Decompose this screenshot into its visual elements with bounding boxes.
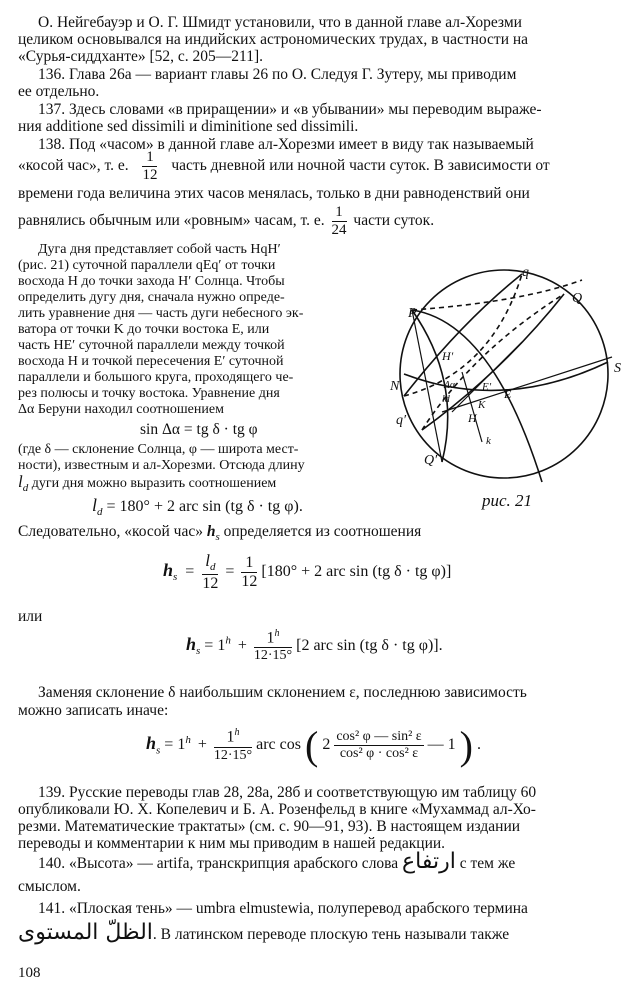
figure-caption: рис. 21 <box>482 491 533 510</box>
column-line: определить дугу дня, сначала нужно опреде- <box>18 290 285 305</box>
label-S: S <box>614 361 621 376</box>
label-q-prime: q′ <box>396 413 407 428</box>
fraction-denominator: 12·15° <box>213 747 253 763</box>
plus-sign: + <box>237 636 247 654</box>
subscript: d <box>97 506 103 519</box>
equation-term: = 1 <box>164 736 186 754</box>
symbol-h: h <box>186 633 197 654</box>
column-line: рез полюсы и точку востока. Уравнение дня <box>18 386 280 401</box>
text-line: опубликовали Ю. Х. Копелевич и Б. А. Розенфельд в книге «Мухаммад ал-Хо- <box>18 801 536 818</box>
text-line <box>18 523 421 546</box>
text-line: переводы и комментарии к ним мы приводим в нашей редакции. <box>18 835 446 852</box>
note-137: 137. Здесь словами «в приращении» и «в убывании» мы переводим выраже- <box>38 101 542 118</box>
fraction-denominator: 12 <box>202 575 219 593</box>
label-q: q <box>522 265 529 280</box>
label-E: E <box>504 387 512 401</box>
subscript: s <box>173 570 178 583</box>
note-140 <box>38 848 515 878</box>
superscript: h <box>225 634 231 647</box>
column-line: Δα Беруни находил соотношением <box>18 402 224 417</box>
column-line: восхода H и точкой пересечения E′ суточной <box>18 354 284 369</box>
fraction <box>332 205 347 238</box>
fraction <box>202 552 218 592</box>
fraction-numerator <box>214 728 252 747</box>
text-line-with-fraction <box>18 150 550 183</box>
label-Q-prime: Q′ <box>424 453 438 468</box>
symbol-h: h <box>206 523 216 540</box>
column-line: ватора от точки K до точки востока E, или <box>18 322 270 337</box>
text-span: часть дневной или ночной части суток. В зависимости от <box>171 157 550 175</box>
fraction-numerator: 1 <box>241 555 257 573</box>
text-span: с тем же <box>459 855 516 872</box>
column-line: параллели и большого круга, проходящего че- <box>18 370 294 385</box>
fraction-numerator: 1 <box>332 205 347 222</box>
column-line: (рис. 21) суточной параллели qEq′ от точки <box>18 258 276 273</box>
text-span: Следовательно, «косой час» <box>18 523 203 540</box>
text-span: 140. «Высота» — artifa, транскрипция арабского слова <box>38 855 399 872</box>
symbol-h: h <box>146 733 157 754</box>
column-line: Дуга дня представляет собой часть HqH′ <box>38 242 281 257</box>
symbol-l: l <box>92 495 98 515</box>
text-span: . В латинском переводе плоскую тень называли также <box>152 926 510 943</box>
equation-hs-2 <box>186 629 443 663</box>
numerator-value: 1 <box>226 728 235 746</box>
column-line: восхода H до точки захода H′ Солнца. Чтобы <box>18 274 285 289</box>
column-line <box>18 474 276 496</box>
fraction <box>254 629 292 663</box>
label-ld: ld <box>442 394 450 405</box>
equation-sin-delta-alpha: sin Δα = tg δ · tg φ <box>140 421 258 438</box>
equation-hs-1 <box>163 552 451 592</box>
fraction <box>334 730 423 761</box>
subscript: s <box>215 531 220 544</box>
fraction-numerator: cos² φ — sin² ε <box>336 729 422 744</box>
fraction <box>241 555 257 590</box>
equals-sign: = <box>185 562 195 580</box>
figure-celestial-sphere <box>382 262 632 492</box>
symbol-l: l <box>18 472 23 491</box>
text-line-with-fraction <box>18 205 434 238</box>
fraction-denominator: cos² φ · cos² ε <box>339 746 419 761</box>
label-H: H <box>468 411 477 425</box>
label-K: K <box>478 399 486 411</box>
equation-rest: [180° + 2 arc sin (tg δ · tg φ)] <box>261 562 452 580</box>
label-N: N <box>390 379 400 394</box>
text-line: резми. Математические трактаты» (см. с. 90—91, 93). В настоящем издании <box>18 818 521 835</box>
note-136: 136. Глава 26а — вариант главы 26 по О. Следуя Г. Зутеру, мы приводим <box>38 66 517 83</box>
left-paren: ( <box>304 723 319 768</box>
label-E-prime: E′ <box>482 381 492 393</box>
symbol-l: l <box>205 551 210 570</box>
equation-day-arc <box>92 495 303 518</box>
fraction-denominator: 12 <box>142 167 158 183</box>
fraction <box>142 150 157 183</box>
note-139: 139. Русские переводы глав 28, 28а, 28б и соответствующую им таблицу 60 <box>38 784 537 801</box>
column-line: лить уравнение дня — часть дуги небесного эк- <box>18 306 304 321</box>
text-span: части суток. <box>353 212 435 230</box>
equation-rest: [2 arc sin (tg δ · tg φ)]. <box>296 636 443 654</box>
superscript: h <box>274 628 280 639</box>
equation-term: 2 <box>322 736 331 754</box>
subscript: d <box>22 481 29 494</box>
text-line: ния additione sed dissimili и diminitione sed dissimili. <box>18 118 359 135</box>
text-span: равнялись обычным или «ровным» часам, т. е. <box>18 212 325 230</box>
text-line: «Сурья-сиддханте» [52, с. 205—211]. <box>18 48 264 65</box>
subscript: d <box>209 561 216 574</box>
text-line: или <box>18 608 43 625</box>
subscript: s <box>196 645 201 658</box>
superscript: h <box>185 733 191 746</box>
label-P: P <box>408 306 417 321</box>
fraction-denominator: 12·15° <box>253 648 293 664</box>
symbol-h: h <box>163 559 174 580</box>
superscript: h <box>234 727 240 739</box>
text-span: определяется из соотношения <box>223 523 422 540</box>
column-line: часть HE′ суточной параллели между точкой <box>18 338 285 353</box>
label-delta-alpha: Δα <box>444 380 456 391</box>
column-line: ности), известным и ал-Хорезми. Отсюда длину <box>18 458 305 473</box>
plus-sign: + <box>197 736 207 754</box>
fraction-numerator <box>202 552 218 575</box>
label-k: k <box>486 435 491 447</box>
text-line: ее отдельно. <box>18 83 100 100</box>
axis-line <box>412 310 442 462</box>
text-span: дуги дня можно выразить соотношением <box>31 476 277 491</box>
note-141: 141. «Плоская тень» — umbra elmustewia, полуперевод арабского термина <box>38 900 528 917</box>
subscript: s <box>156 744 161 757</box>
text-line: О. Нейгебауэр и О. Г. Шмидт установили, что в данной главе ал-Хорезми <box>38 14 522 31</box>
equation-term: — 1 <box>427 736 456 754</box>
fraction-denominator: 24 <box>331 222 347 238</box>
text-span: «косой час», т. е. <box>18 157 129 175</box>
fraction-denominator: 12 <box>241 572 258 590</box>
right-paren: ) <box>459 723 473 768</box>
label-Q: Q <box>572 291 583 306</box>
note-138: 138. Под «часом» в данной главе ал-Хорезми имеет в виду так называемый <box>38 136 534 153</box>
text-line: Заменяя склонение δ наибольшим склонением ε, последнюю зависимость <box>38 684 527 701</box>
arccos-label: arc cos <box>256 736 301 754</box>
arabic-word: ارتفاع <box>402 849 456 874</box>
equation-hs-3: $h_s = 1^h$ + $\frac{1^h}{12\cdot 15^\circ}$ arc cos ( 2 $\frac{\text{cos² φ — sin² ε}}{\text{cos² φ · cos² ε}}$ — 1 ) . <box>146 723 481 768</box>
equation-term: = 1 <box>204 636 226 654</box>
fraction-numerator: 1 <box>142 150 157 167</box>
arabic-term: الظلّ المستوى <box>18 920 153 945</box>
column-line: (где δ — склонение Солнца, φ — широта мест- <box>18 442 299 457</box>
equation-rhs: = 180° + 2 arc sin (tg δ · tg φ). <box>106 498 303 515</box>
text-line: времени года величина этих часов менялась, только в дни равноденствий они <box>18 185 530 202</box>
fraction <box>214 728 252 762</box>
e-line <box>442 357 612 412</box>
numerator-value: 1 <box>266 629 275 647</box>
text-line: смыслом. <box>18 878 81 895</box>
text-line: целиком основывался на индийских астрономических трудах, в частности на <box>18 31 529 48</box>
equals-sign: = <box>225 562 235 580</box>
text-line <box>18 918 509 950</box>
label-H-prime: H′ <box>442 349 454 363</box>
fraction-numerator <box>254 629 292 648</box>
text-line: можно записать иначе: <box>18 702 169 719</box>
page-number: 108 <box>18 965 41 981</box>
